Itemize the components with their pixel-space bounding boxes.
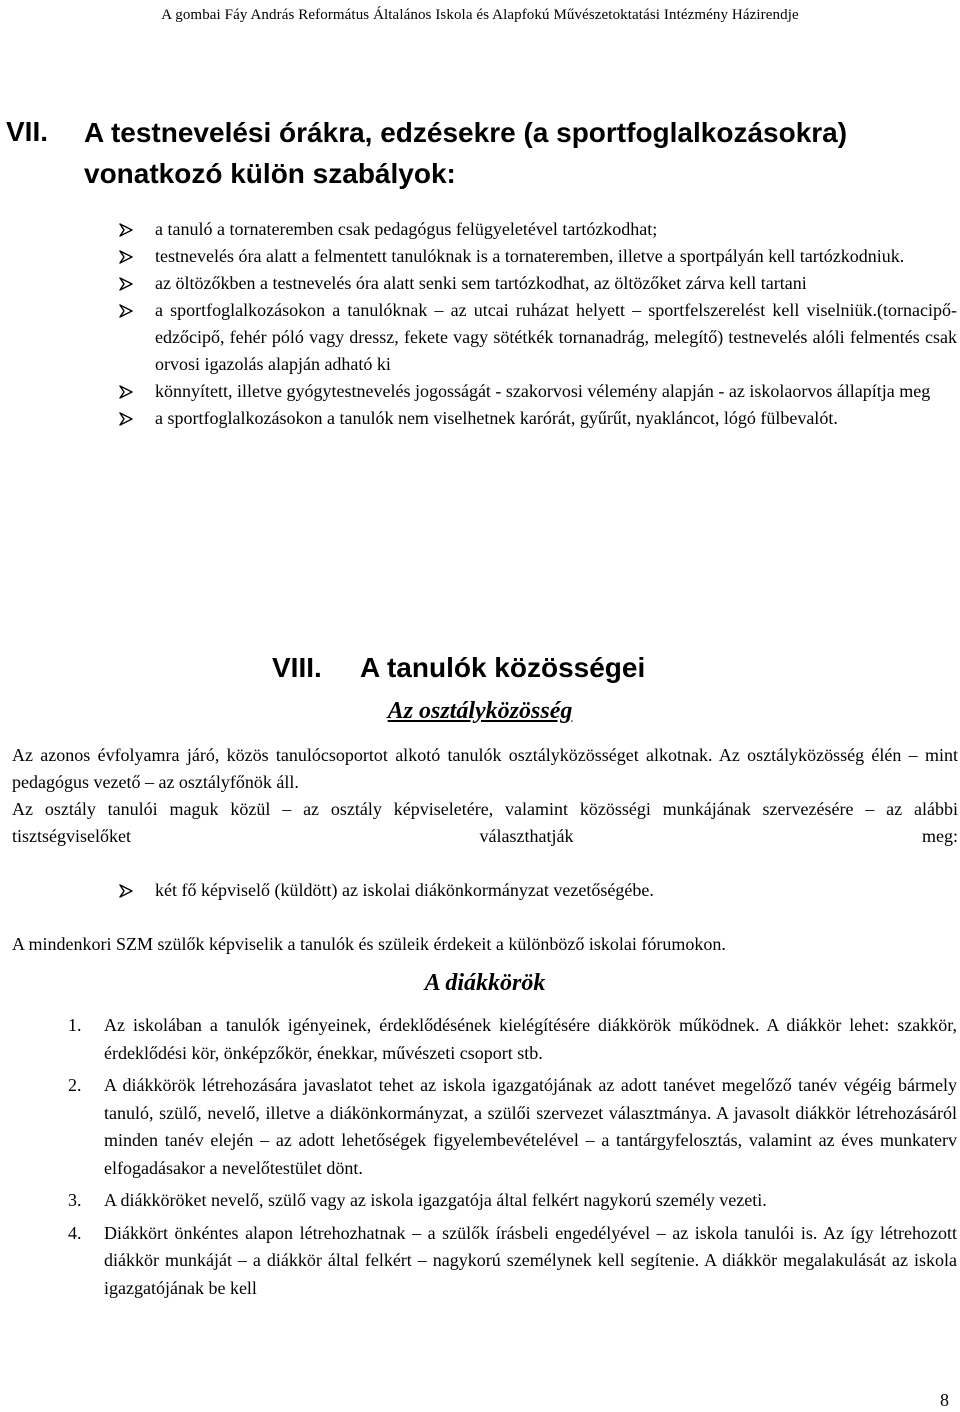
arrow-bullet-icon xyxy=(119,884,133,898)
section-title: A tanulók közösségei xyxy=(360,652,646,683)
arrow-bullet-icon xyxy=(119,223,133,237)
item-number: 2. xyxy=(68,1075,82,1095)
arrow-bullet-icon xyxy=(119,277,133,291)
list-item-text: két fő képviselő (küldött) az iskolai diákönkormányzat vezetőségébe. xyxy=(155,880,654,900)
page-number: 8 xyxy=(940,1390,949,1410)
item-number: 4. xyxy=(68,1222,82,1243)
representatives-list xyxy=(0,877,960,904)
list-item xyxy=(0,1072,957,1182)
item-number: 3. xyxy=(68,1190,82,1210)
list-item xyxy=(0,1220,957,1303)
arrow-bullet-icon xyxy=(119,385,133,399)
list-item xyxy=(0,297,957,378)
section-title: A testnevelési órákra, edzésekre (a sportfoglalkozásokra) vonatkozó külön szabályok: xyxy=(84,117,848,189)
list-item-text: A diákköröket nevelő, szülő vagy az iskola igazgatója által felkért nagykorú személy vezeti. xyxy=(104,1190,767,1210)
list-item xyxy=(0,405,957,432)
section-number: VII. xyxy=(6,116,49,147)
list-item xyxy=(0,1187,957,1215)
list-item-text: az öltözőkben a testnevelés óra alatt senki sem tartózkodhat, az öltözőket zárva kell tartani xyxy=(155,273,807,293)
rules-list xyxy=(0,216,960,432)
arrow-bullet-icon xyxy=(119,412,133,426)
list-item xyxy=(0,243,957,270)
list-item xyxy=(0,216,957,243)
item-number: 1. xyxy=(68,1015,82,1035)
section-number: VIII. xyxy=(272,652,322,683)
subsection-title: A diákkörök xyxy=(424,970,546,996)
subsection-title: Az osztályközösség xyxy=(387,698,573,724)
running-header: A gombai Fáy András Református Általános Iskola és Alapfokú Művészetoktatási Intézmény Házirendje xyxy=(161,7,799,23)
paragraph: Az azonos évfolyamra járó, közös tanulócsoportot alkotó tanulók osztályközösséget alkotnak. Az osztályközösség élén – mint pedagógus vezető – az osztályfőnök áll. xyxy=(12,745,958,792)
list-item xyxy=(0,877,957,904)
list-item xyxy=(0,378,957,405)
list-item xyxy=(0,270,957,297)
arrow-bullet-icon xyxy=(119,304,133,318)
list-item-text: Diákkört önkéntes alapon létrehozhatnak – a szülők írásbeli engedélyével – az iskola tanulói is. Az így létrehozott diákkör munkáját – a diákkör által felkért – nagykorú személynek kell segítenie. A diákkör megalakulását az iskola igazgatójának be kell xyxy=(104,1222,957,1298)
list-item xyxy=(0,1012,957,1067)
list-item-text: A diákkörök létrehozására javaslatot tehet az iskola igazgatójának az adott tanévet megelőző tanév végéig bármely tanuló, szülő, nevelő, illetve a diákönkormányzat, a szülői szervezet választmánya. A javasolt diákkör létrehozásáról minden tanév elején – az adott lehetőségek figyelembevételével – a tantárgyfelosztás, valamint az éves munkaterv elfogadásakor a nevelőtestület dönt. xyxy=(104,1075,957,1178)
paragraph: Az osztály tanulói maguk közül – az osztály képviseletére, valamint közösségi munkájának szervezésére – az alábbi tisztségviselőket választhatják meg: xyxy=(12,799,958,846)
arrow-bullet-icon xyxy=(119,250,133,264)
list-item-text: Az iskolában a tanulók igényeinek, érdeklődésének kielégítésére diákkörök működnek. A diákkör lehet: szakkör, érdeklődési kör, önképzőkör, énekkar, művészeti csoport stb. xyxy=(104,1015,957,1063)
list-item-text: könnyített, illetve gyógytestnevelés jogosságát - szakorvosi vélemény alapján - az iskolaorvos állapítja meg xyxy=(155,381,931,401)
list-item-text: a sportfoglalkozásokon a tanulóknak – az utcai ruházat helyett – sportfelszerelést kell viselniük.(tornacipő-edzőcipő, fehér póló vagy dressz, fekete vagy sötétkék tornanadrág, melegítő) testnevelés alóli felmentés csak orvosi igazolás alapján adható ki xyxy=(155,300,957,374)
paragraph: A mindenkori SZM szülők képviselik a tanulók és szüleik érdekeit a különböző iskolai fórumokon. xyxy=(12,934,726,954)
list-item-text: testnevelés óra alatt a felmentett tanulóknak is a tornateremben, illetve a sportpályán kell tartózkodniuk. xyxy=(155,246,905,266)
list-item-text: a tanuló a tornateremben csak pedagógus felügyeletével tartózkodhat; xyxy=(155,219,658,239)
numbered-list xyxy=(0,1012,960,1307)
list-item-text: a sportfoglalkozásokon a tanulók nem viselhetnek karórát, gyűrűt, nyakláncot, lógó fülbevalót. xyxy=(155,408,838,428)
